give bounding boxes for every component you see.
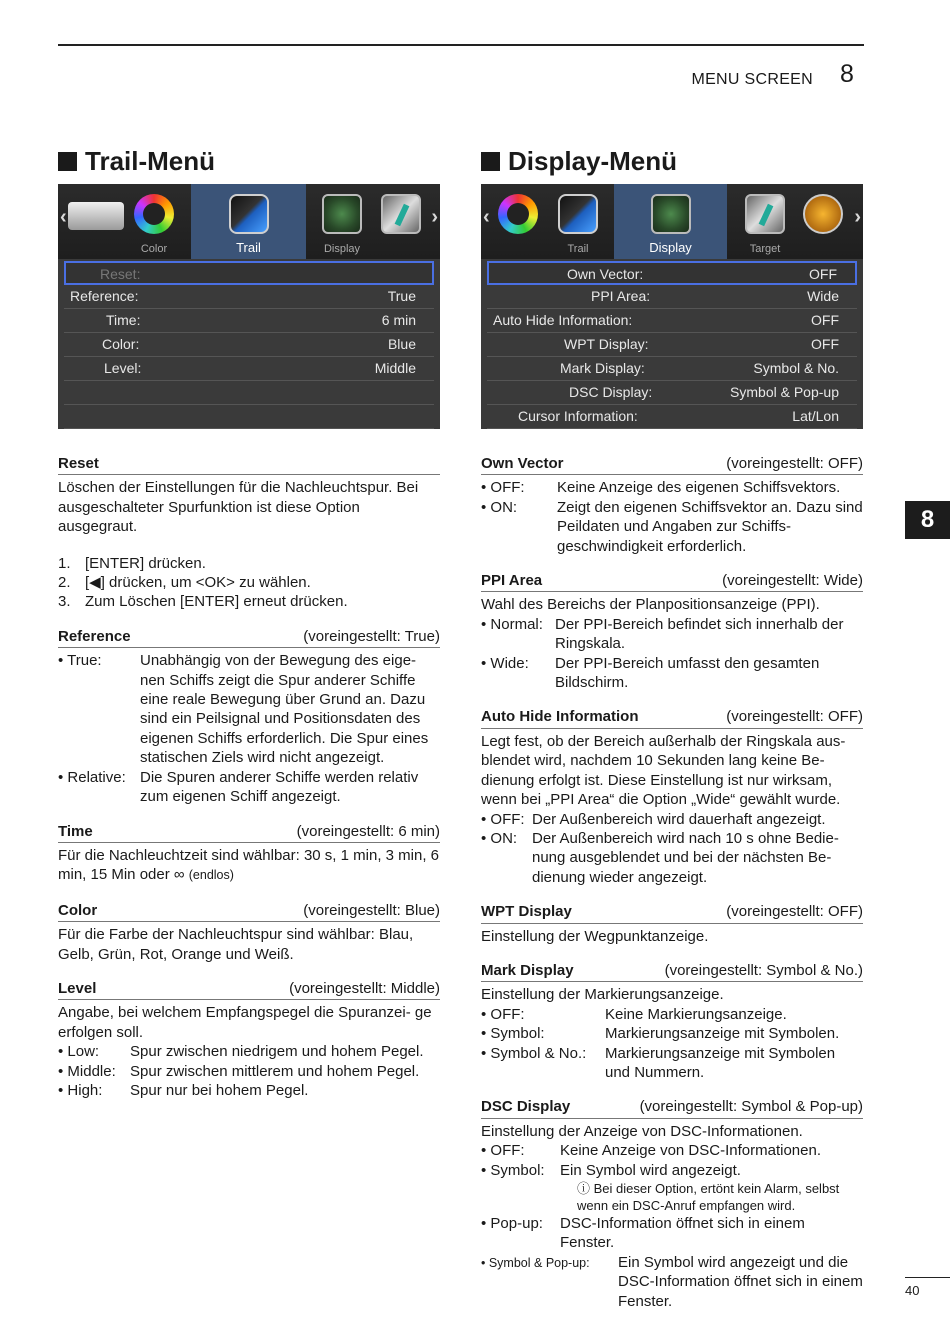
tab-target[interactable]: Target [715, 184, 815, 259]
list-item: • Wide: Der PPI-Bereich umfasst den gesamten Bildschirm. [481, 654, 820, 692]
section-heading: Level (voreingestellt: Middle) [58, 979, 440, 1000]
trail-icon [229, 194, 269, 234]
list-item: • Low: Spur zwischen niedrigem und hohem Pegel. [58, 1043, 424, 1061]
menu-tabbar [58, 184, 440, 259]
tab-color[interactable]: Color [104, 184, 204, 259]
tab-trail[interactable]: Trail [191, 184, 306, 259]
list-item: • Symbol & No.: Markierungsanzeige mit Symbolen und Nummern. [481, 1044, 836, 1081]
square-bullet-icon [481, 152, 500, 171]
list-item: • Symbol: Markierungsanzeige mit Symbolen. [481, 1025, 840, 1043]
gps-icon [803, 194, 843, 234]
chevron-right-icon[interactable]: › [431, 206, 438, 228]
list-item: • Pop-up: DSC-Information öffnet sich in einem Fenster. [481, 1215, 805, 1252]
tab-trail[interactable]: Trail [528, 184, 628, 259]
section-text: Wahl des Bereichs der Planpositionsanzeige (PPI). [481, 596, 820, 614]
trail-text-column [58, 454, 440, 1115]
list-item: • Normal: Der PPI-Bereich befindet sich innerhalb der Ringskala. [481, 615, 844, 653]
row-cursor-info[interactable]: Cursor Information: Lat/Lon [487, 405, 857, 429]
list-item: • True: Unabhängig von der Bewegung des eige- nen Schiffs zeigt die Spur anderer Schiffe eine reale Bewegung über Grund an. Dazu sind ein Peilsignal und Positionsdaten des eigenen Schiffs erforderlich. Die Spur eines statischen Ziels wird nicht angezeigt. [58, 652, 429, 767]
section-heading: Reset [58, 454, 440, 475]
list-item: • ON: Zeigt den eigenen Schiffsvektor an. Dazu sind Peildaten und Angaben zur Schiffs- geschwindigkeit erforderlich. [481, 498, 863, 555]
menu-tabbar [481, 184, 863, 259]
section-heading: Own Vector (voreingestellt: OFF) [481, 454, 863, 475]
footer-rule [905, 1277, 950, 1278]
section-heading: Auto Hide Information (voreingestellt: OFF) [481, 707, 863, 728]
list-item: • Symbol: Ein Symbol wird angezeigt. [481, 1161, 741, 1179]
row-color[interactable]: Color: Blue [64, 333, 434, 357]
list-item: • OFF: Der Außenbereich wird dauerhaft angezeigt. [481, 810, 826, 828]
trail-icon [558, 194, 598, 234]
dsc-display-section [481, 1097, 863, 1311]
tab-display[interactable]: Display [614, 184, 727, 259]
page-number: 40 [905, 1283, 920, 1298]
row-wpt-display[interactable]: WPT Display: OFF [487, 333, 857, 357]
row-auto-hide[interactable]: Auto Hide Information: OFF [487, 309, 857, 333]
list-item: 2. [◀] drücken, um <OK> zu wählen. [58, 574, 311, 592]
section-heading: Reference (voreingestellt: True) [58, 627, 440, 648]
row-ppi-area[interactable]: PPI Area: Wide [487, 285, 857, 309]
chevron-left-icon[interactable]: ‹ [60, 206, 67, 228]
target-icon [381, 194, 421, 234]
display-icon [651, 194, 691, 234]
list-item: • Symbol & Pop-up: Ein Symbol wird angezeigt und die DSC-Information öffnet sich in einem Fenster. [481, 1253, 863, 1310]
row-reference[interactable]: Reference: True [64, 285, 434, 309]
time-section [58, 822, 440, 886]
list-item: • Relative: Die Spuren anderer Schiffe werden relativ zum eigenen Schiff angezeigt. [58, 768, 419, 806]
color-wheel-icon [134, 194, 174, 234]
section-text: Angabe, bei welchem Empfangspegel die Spuranzei- ge erfolgen soll. [58, 1004, 432, 1041]
display-text-column [481, 454, 863, 1326]
list-item: 3. Zum Löschen [ENTER] erneut drücken. [58, 593, 348, 611]
row-reset[interactable]: Reset: [64, 261, 434, 285]
section-text: Legt fest, ob der Bereich außerhalb der Ringskala aus- blendet wird, nachdem 10 Sekunden lang keine Be- dienung erfolgt ist. Diese Einstellung ist nur wirksam, wenn bei „PPI Area“ die Option „Wide“ gewählt wurde. [481, 732, 846, 809]
section-heading: Color (voreingestellt: Blue) [58, 901, 440, 922]
section-text: Einstellung der Wegpunktanzeige. [481, 927, 709, 945]
list-item: • High: Spur nur bei hohem Pegel. [58, 1081, 309, 1099]
chevron-left-icon[interactable]: ‹ [483, 206, 490, 228]
wpt-display-section [481, 902, 863, 946]
row-mark-display[interactable]: Mark Display: Symbol & No. [487, 357, 857, 381]
section-heading: DSC Display (voreingestellt: Symbol & Pop-up) [481, 1097, 863, 1118]
section-heading: WPT Display (voreingestellt: OFF) [481, 902, 863, 923]
settings-list [64, 261, 434, 429]
section-heading: Time (voreingestellt: 6 min) [58, 822, 440, 843]
tab-display[interactable]: Display [292, 184, 392, 259]
trail-menu-screen [58, 184, 440, 429]
mark-display-section [481, 961, 863, 1082]
tab-target[interactable] [351, 184, 440, 259]
color-section [58, 901, 440, 964]
square-bullet-icon [58, 152, 77, 171]
level-section [58, 979, 440, 1100]
own-vector-section [481, 454, 863, 556]
ppi-area-section [481, 571, 863, 692]
display-menu-title: Display-Menü [481, 146, 677, 177]
list-item: • OFF: Keine Anzeige des eigenen Schiffsvektors. [481, 479, 841, 497]
trail-menu-title: Trail-Menü [58, 146, 215, 177]
settings-list [487, 261, 857, 429]
reference-section [58, 627, 440, 807]
info-note: ⓘ Bei dieser Option, ertönt kein Alarm, selbst wenn ein DSC-Anruf empfangen wird. [577, 1181, 840, 1213]
chevron-right-icon[interactable]: › [854, 206, 861, 228]
list-item: • ON: Der Außenbereich wird nach 10 s ohne Bedie- nung ausgeblendet und bei der nächsten Be- dienung wieder angezeigt. [481, 829, 839, 886]
section-text: Einstellung der Anzeige von DSC-Informationen. [481, 1122, 803, 1140]
top-rule [58, 44, 864, 46]
list-item: • Middle: Spur zwischen mittlerem und hohem Pegel. [58, 1062, 420, 1080]
chapter-tab: 8 [905, 501, 950, 539]
list-item: 1. [ENTER] drücken. [58, 554, 206, 572]
row-time[interactable]: Time: 6 min [64, 309, 434, 333]
section-text: Einstellung der Markierungsanzeige. [481, 986, 724, 1004]
row-level[interactable]: Level: Middle [64, 357, 434, 381]
header-chapter: 8 [840, 60, 854, 88]
list-item: • OFF: Keine Anzeige von DSC-Informationen. [481, 1142, 821, 1160]
row-own-vector[interactable]: Own Vector: OFF [487, 261, 857, 285]
row-empty [64, 381, 434, 405]
section-text: Für die Nachleuchtzeit sind wählbar: 30 s, 1 min, 3 min, 6 min, 15 Min oder ∞ (endlos) [58, 846, 440, 884]
display-menu-screen [481, 184, 863, 429]
tab-gps[interactable] [773, 184, 863, 259]
section-heading: Mark Display (voreingestellt: Symbol & No.) [481, 961, 863, 982]
section-text: Für die Farbe der Nachleuchtspur sind wählbar: Blau, Gelb, Grün, Rot, Orange und Weiß. [58, 926, 414, 963]
auto-hide-section [481, 707, 863, 887]
header-label: MENU SCREEN [691, 71, 813, 88]
row-empty [64, 405, 434, 429]
row-dsc-display[interactable]: DSC Display: Symbol & Pop-up [487, 381, 857, 405]
section-heading: PPI Area (voreingestellt: Wide) [481, 571, 863, 592]
list-item: • OFF: Keine Markierungsanzeige. [481, 1005, 787, 1023]
section-text: Löschen der Einstellungen für die Nachleuchtspur. Bei ausgeschalteter Spurfunktion ist diese Option ausgegraut. [58, 479, 419, 536]
reset-section [58, 454, 440, 612]
